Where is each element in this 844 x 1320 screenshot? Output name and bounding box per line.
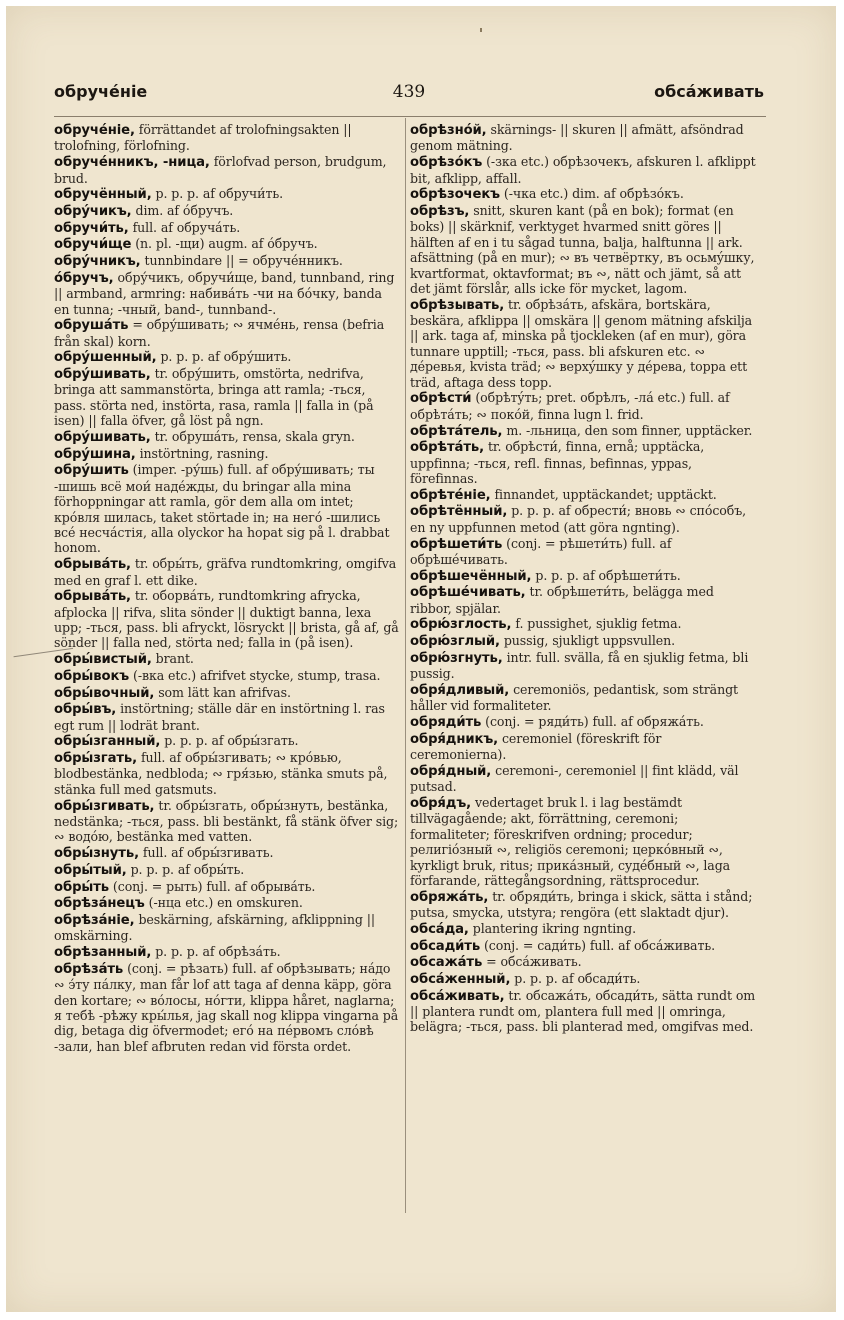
entry-definition: (-нца etc.) en omskuren. [148, 895, 303, 911]
entry-definition: snitt, skuren kant (på en bok); format (en boks) || skärknif, verktyget hvarmed snitt göres || hälften af en i tu sågad tunna, balja, halftunna || ark. afsättning (på en mur); ∾ въ четвёртку, въ осьмýшку, kvartformat, oktavformat; въ ∾, nätt och jämt, så att det jämt förslår, alls icke för mycket, lagom. [410, 202, 755, 296]
entry-definition: = обсáживать. [486, 954, 582, 970]
entry-headword: обря́дъ, [410, 796, 472, 811]
dictionary-entry [54, 186, 400, 202]
entry-definition: finnandet, upptäckandet; upptäckt. [494, 486, 717, 502]
dictionary-entry [54, 588, 400, 651]
entry-definition: (-зка etc.) обрѣзочекъ, afskuren l. afklippt bit, afklipp, affall. [410, 154, 756, 186]
entry-definition: = обру́шивать; ∾ ячмéнь, rensa (befria från skal) korn. [54, 317, 385, 349]
entry-definition: p. p. p. af обры́згать. [164, 733, 299, 749]
dictionary-entry [54, 862, 400, 878]
entry-definition: pussig, sjukligt uppsvullen. [503, 633, 676, 649]
entry-headword: обры́згивать, [54, 798, 155, 814]
entry-definition: (обрѣтýть; pret. обрѣлъ, -лá etc.) full. af обрѣтáть; ∾ покóй, finna lugn l. frid. [410, 390, 730, 422]
entry-definition: (imper. -ру́шь) full. af обру́шивать; ты -шишь всё мои́ надéжды, du bringar alla mina förhoppningar att ramla, gör dem alla om intet; крóвля шилась, taket störtade in; на негó -шились всé несчáстія, alla olyckor ha hopat sig på l. drabbat honom. [54, 462, 390, 556]
dictionary-entry [54, 651, 400, 667]
entry-headword: обсáженный, [410, 971, 511, 987]
dictionary-entry [410, 439, 756, 486]
entry-definition: (conj. = рѣшети́ть) full. af обрѣшéчивать. [410, 535, 672, 567]
entry-definition: m. -льница, den som finner, upptäcker. [506, 422, 753, 438]
dictionary-entry [410, 650, 756, 682]
entry-definition: tr. обры́згать, обры́знуть, bestänka, nedstänka; -ться, pass. bli bestänkt, få stänk öfver sig; ∾ водóю, bestänka med vatten. [54, 797, 399, 845]
entry-definition: (conj. = рѣзать) full. af обрѣзывать; нáдо ∾ э́ту пáлку, man får lof att taga af denna käpp, göra den kortare; ∾ вóлосы, нóгти, klippa håret, naglarna; я тебѣ -рѣжу кры́лья, jag skall nog klippa vingarna på dig, betaga dig öfvermodet; егó на пéрвомъ слóвѣ -зали, han blef afbruten redan vid första ordet. [54, 960, 399, 1054]
entry-headword: обру́чикъ, [54, 203, 132, 219]
dictionary-entry [410, 203, 756, 296]
entry-definition: tr. обряди́ть, bringa i skick, sätta i stånd; putsa, smycka, utstyra; rengöra (ett slaktadt djur). [410, 888, 753, 921]
entry-headword: обрѣтéніе, [410, 487, 491, 503]
entry-definition: tr. обрѣшети́ть, belägga med ribbor, spjälar. [410, 584, 714, 616]
entry-definition: (conj. = рыть) full. af обрывáть. [112, 878, 316, 894]
dictionary-entry [54, 798, 400, 845]
entry-headword: обручи́ще [54, 237, 132, 253]
entry-headword: обру́шить [54, 463, 129, 479]
entry-definition: tr. обрѣзáть, afskära, bortskära, beskära, afklippa || omskära || genom mätning afskilja || ark. taga af, minska på tjockleken (af en mur), göra tunnare upptill; -ться, pass. bli afskuren etc. ∾ дéревья, kvista träd; ∾ верхýшку у дéрева, toppa ett träd, aftaga dess topp. [410, 296, 753, 390]
entry-headword: обрѣтённый, [410, 504, 508, 520]
entry-headword: обрѣзывать, [410, 297, 505, 313]
entry-headword: обры́ть [54, 879, 110, 895]
entry-headword: обру́шенный, [54, 350, 157, 366]
dictionary-entry [54, 253, 400, 269]
dictionary-entry [410, 682, 756, 714]
entry-headword: обрѣзочекъ [410, 187, 500, 203]
entry-definition: brant. [155, 651, 194, 667]
entry-definition: p. p. p. af обрѣзáть. [155, 944, 281, 960]
entry-definition: förrättandet af trolofningsakten || trolofning, förlofning. [54, 122, 352, 154]
entry-headword: обрѣзáть [54, 961, 124, 977]
dictionary-entry [54, 236, 400, 252]
entry-definition: p. p. p. af обры́ть. [130, 861, 245, 877]
dictionary-entry [410, 921, 756, 937]
entry-headword: обрывáть, [54, 589, 131, 605]
entry-definition: förlofvad person, brudgum, brud. [54, 154, 387, 186]
dictionary-entry [54, 154, 400, 186]
entry-headword: обручённый, [54, 187, 152, 203]
entry-headword: обру́шина, [54, 446, 136, 462]
entry-definition: tr. обрѣсти́, finna, ernå; upptäcka, uppfinna; -ться, refl. finnas, befinnas, yppas, förefinnas. [410, 439, 705, 487]
dictionary-entry [410, 633, 756, 649]
entry-headword: обру́шивать, [54, 367, 151, 383]
entry-definition: (n. pl. -щи) augm. af óбручъ. [135, 236, 318, 252]
dictionary-entry [410, 122, 756, 154]
dictionary-entry [410, 763, 756, 795]
entry-headword: обры́згать, [54, 751, 138, 767]
entry-headword: обряжáть, [410, 889, 489, 905]
dictionary-entry [54, 220, 400, 236]
entry-definition: p. p. p. af обручи́ть. [155, 186, 283, 202]
dictionary-entry [54, 944, 400, 960]
entry-definition: p. p. p. af обрести́; вновь ∾ спóсобъ, en ny uppfunnen metod (att göra ngnting). [410, 503, 747, 535]
dictionary-entry [54, 750, 400, 797]
entry-headword: обрѣзнóй, [410, 123, 487, 138]
page-header [54, 82, 764, 112]
entry-headword: обрю́згнуть, [410, 650, 503, 666]
dictionary-entry [410, 423, 756, 439]
entry-headword: обсажáть [410, 955, 483, 971]
entry-definition: dim. af óбручъ. [135, 202, 234, 218]
entry-headword: обрѣзъ, [410, 203, 470, 219]
dictionary-entry [54, 685, 400, 701]
entry-headword: обрѣзáнецъ [54, 896, 145, 912]
dictionary-entry [410, 297, 756, 390]
dictionary-entry [54, 366, 400, 429]
entry-headword: обру́чникъ, [54, 254, 141, 270]
entry-headword: обрывáть, [54, 557, 131, 573]
entry-headword: обрѣшечённый, [410, 568, 532, 584]
page-number: 439 [392, 82, 426, 102]
entry-headword: обры́вочный, [54, 685, 155, 701]
dictionary-entry [410, 714, 756, 730]
dictionary-entry [410, 503, 756, 535]
entry-definition: full. af обры́згивать. [142, 845, 274, 861]
entry-definition: f. pussighet, sjuklig fetma. [515, 616, 682, 632]
entry-definition: ceremoniel (föreskrift för ceremonierna). [410, 730, 662, 763]
entry-definition: skärnings- || skuren || afmätt, afsöndrad genom mätning. [410, 122, 744, 154]
dictionary-entry [54, 668, 400, 684]
entry-headword: обры́зганный, [54, 734, 161, 750]
dictionary-entry [54, 845, 400, 861]
dictionary-entry [54, 462, 400, 555]
entry-definition: tr. обры́ть, gräfva rundtomkring, omgifva med en graf l. ett dike. [54, 556, 397, 588]
dictionary-page [6, 6, 836, 1312]
dictionary-entry [410, 568, 756, 584]
entry-headword: обрѣзóкъ [410, 155, 483, 171]
entry-headword: обры́въ, [54, 702, 117, 718]
entry-headword: обрѣшети́ть [410, 536, 503, 552]
entry-headword: обручéніе, [54, 123, 135, 138]
dictionary-entry [54, 895, 400, 911]
entry-headword: обрѣсти́ [410, 391, 472, 407]
entry-headword: обрѣшéчивать, [410, 585, 526, 601]
entry-headword: обсади́ть [410, 938, 481, 954]
entry-definition: ceremoniös, pedantisk, som strängt håller vid formaliteter. [410, 681, 739, 714]
dictionary-entry [410, 971, 756, 987]
right-column [410, 122, 756, 1035]
dictionary-entry [54, 733, 400, 749]
entry-definition: tr. обсажáть, обсади́ть, sätta rundt om || plantera rundt om, plantera full med || omringa, belägra; -ться, pass. bli planterad med, omgifvas med. [410, 987, 756, 1035]
dictionary-entry [410, 889, 756, 921]
dictionary-entry [54, 317, 400, 349]
entry-definition: intr. full. svälla, få en sjuklig fetma, bli pussig. [410, 649, 749, 682]
entry-definition: (-чка etc.) dim. af обрѣзóкъ. [503, 186, 684, 202]
entry-headword: обры́вистый, [54, 652, 152, 668]
entry-definition: vedertaget bruk l. i lag bestämdt tillvägagående; akt, förrättning, ceremoni; formaliteter; föreskrifven ordning; procedur; религіóзный ∾, religiös ceremoni; церкóвный ∾, kyrkligt bruk, ritus; прикáзный, судéбный ∾, laga förfarande, rättegångsordning, rättsprocedur. [410, 795, 731, 889]
entry-definition: (conj. = сади́ть) full. af обсáживать. [483, 937, 715, 953]
entry-definition: ceremoni-, ceremoniel || fint klädd, väl putsad. [410, 762, 739, 795]
entry-definition: full. af обры́згивать; ∾ крóвью, blodbestänka, nedbloda; ∾ гря́зью, stänka smuts på, stänka full med gatsmuts. [54, 750, 388, 797]
entry-definition: tr. обрушáть, rensa, skala gryn. [154, 428, 355, 444]
dictionary-entry [54, 122, 400, 154]
dictionary-entry [410, 390, 756, 422]
entry-definition: som lätt kan afrifvas. [158, 684, 291, 700]
entry-definition: instörtning, rasning. [139, 445, 269, 461]
entry-headword: обры́тый, [54, 862, 127, 878]
entry-headword: обры́знуть, [54, 846, 139, 862]
header-rule [54, 116, 766, 117]
dictionary-entry [54, 912, 400, 944]
dictionary-entry [410, 154, 756, 186]
entry-definition: plantering ikring ngnting. [472, 920, 637, 936]
dictionary-entry [54, 446, 400, 462]
dictionary-entry [410, 487, 756, 503]
dictionary-entry [410, 938, 756, 954]
entry-headword: обсáда, [410, 921, 469, 937]
entry-definition: p. p. p. af обру́шить. [160, 349, 292, 365]
dictionary-entry [410, 536, 756, 568]
entry-headword: обсáживать, [410, 988, 505, 1004]
entry-headword: óбручъ, [54, 270, 114, 286]
dictionary-entry [54, 701, 400, 733]
dictionary-entry [410, 186, 756, 202]
dictionary-entry [410, 616, 756, 632]
dictionary-entry [54, 879, 400, 895]
dictionary-entry [410, 731, 756, 763]
entry-definition: instörtning; ställe där en instörtning l. ras egt rum || lodrät brant. [54, 701, 385, 733]
entry-headword: обрю́зглость, [410, 617, 512, 633]
entry-headword: обрю́зглый, [410, 634, 500, 650]
entry-definition: tunnbindare || = обручéнникъ. [144, 253, 343, 269]
dictionary-entry [54, 961, 400, 1054]
entry-headword: обры́вокъ [54, 668, 130, 684]
entry-headword: обручéнникъ, -ница, [54, 155, 210, 171]
column-divider [405, 118, 406, 1213]
dictionary-entry [54, 203, 400, 219]
entry-definition: обру́чикъ, обручи́ще, band, tunnband, ring || armband, armring: набивáть -чи на бóчку, banda en tunna; -чный, band-, tunnband-. [54, 269, 395, 317]
entry-headword: обря́дливый, [410, 682, 510, 698]
right-running-headword: обсáживать [654, 82, 764, 101]
entry-headword: обря́дникъ, [410, 731, 499, 747]
entry-headword: обрѣзанный, [54, 945, 152, 961]
entry-definition: (conj. = ряди́ть) full. af обряжáть. [485, 714, 704, 730]
entry-headword: обру́шивать, [54, 429, 151, 445]
entry-definition: tr. оборвáть, rundtomkring afrycka, afplocka || rifva, slita sönder || duktigt banna, lexa upp; -ться, pass. bli afryckt, lösryckt || brista, gå af, gå sönder || falla ned, störta ned; falla in (på isen). [54, 588, 399, 651]
entry-headword: обряди́ть [410, 715, 482, 731]
entry-definition: beskärning, afskärning, afklippning || omskärning. [54, 911, 376, 944]
dictionary-entry [410, 988, 756, 1035]
entry-definition: tr. обру́шить, omstörta, nedrifva, bringa att sammanstörta, bringa att ramla; -ться, pass. störta ned, instörta, rasa, ramla || falla in (på isen) || falla öfver, gå löst på ngn. [54, 366, 374, 429]
dictionary-entry [410, 795, 756, 888]
entry-definition: p. p. p. af обсади́ть. [514, 970, 641, 986]
entry-headword: обрѣзáніе, [54, 912, 135, 928]
left-column [54, 122, 400, 1054]
dictionary-entry [54, 270, 400, 317]
dictionary-entry [54, 429, 400, 445]
entry-definition: full. af обручáть. [132, 219, 241, 235]
entry-headword: обря́дный, [410, 763, 492, 779]
dictionary-entry [54, 556, 400, 588]
paper-speck [480, 28, 482, 32]
dictionary-entry [54, 349, 400, 365]
entry-headword: обрушáть [54, 318, 129, 334]
entry-definition: p. p. p. af обрѣшети́ть. [535, 567, 681, 583]
entry-headword: обрѣтáть, [410, 440, 485, 456]
entry-headword: обрѣтáтель, [410, 423, 503, 439]
left-running-headword: обручéніе [54, 82, 148, 101]
dictionary-entry [410, 954, 756, 970]
entry-headword: обручи́ть, [54, 220, 129, 236]
dictionary-entry [410, 584, 756, 616]
entry-definition: (-вка etc.) afrifvet stycke, stump, trasa. [133, 667, 381, 683]
